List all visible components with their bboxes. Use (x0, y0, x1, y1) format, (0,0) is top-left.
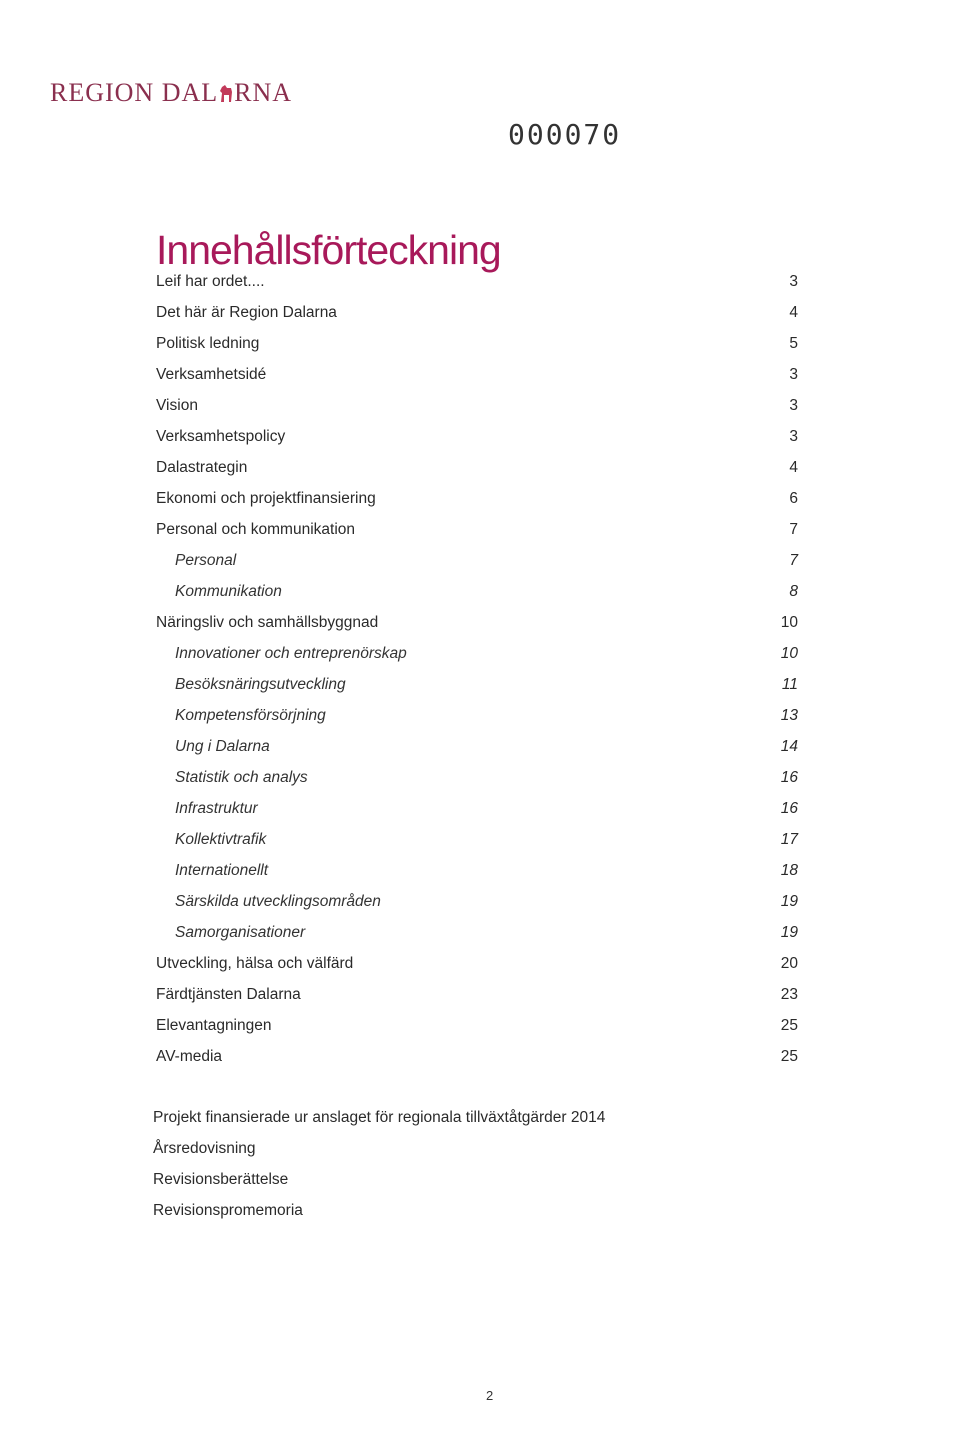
toc-entry[interactable] (0, 1010, 960, 1041)
toc-subentry-page: 13 (780, 707, 798, 724)
toc-entry[interactable] (0, 452, 960, 483)
appendix-item[interactable]: Projekt finansierade ur anslaget för regionala tillväxtåtgärder 2014 (153, 1109, 606, 1126)
toc-subentry-label: Samorganisationer (175, 924, 306, 941)
toc-subentry-label: Besöksnäringsutveckling (175, 676, 346, 693)
toc-entry[interactable] (0, 297, 960, 328)
toc-entry[interactable] (0, 390, 960, 421)
toc-entry-label: Färdtjänsten Dalarna (156, 986, 301, 1003)
toc-entry-page: 7 (789, 521, 798, 538)
toc-subentry-page: 18 (780, 862, 798, 879)
toc-entry-page: 23 (780, 986, 798, 1003)
toc-entry-label: Dalastrategin (156, 459, 248, 476)
toc-entry-page: 25 (780, 1048, 798, 1065)
toc-subentry-label: Statistik och analys (175, 769, 308, 786)
toc-entry-page: 4 (789, 459, 798, 476)
toc-entry-page: 20 (780, 955, 798, 972)
toc-entry[interactable] (0, 266, 960, 297)
dala-horse-icon (218, 83, 234, 103)
toc-subentry-page: 8 (789, 583, 798, 600)
toc-subentry-label: Särskilda utvecklingsområden (175, 893, 381, 910)
toc-entry-page: 10 (780, 614, 798, 631)
toc-entry-label: Det här är Region Dalarna (156, 304, 337, 321)
toc-entry-page: 3 (789, 366, 798, 383)
toc-entry-label: Vision (156, 397, 198, 414)
toc-subentry[interactable] (0, 700, 960, 731)
toc-subentry-page: 10 (780, 645, 798, 662)
toc-entry[interactable] (0, 483, 960, 514)
toc-subentry[interactable] (0, 793, 960, 824)
toc-entry-page: 6 (789, 490, 798, 507)
toc-subentry-page: 16 (780, 769, 798, 786)
toc-subentry[interactable] (0, 545, 960, 576)
toc-entry-page: 5 (789, 335, 798, 352)
toc-subentry[interactable] (0, 731, 960, 762)
appendix-item[interactable]: Revisionspromemoria (153, 1202, 303, 1219)
appendix-list (0, 1102, 960, 1226)
toc-entry-label: AV-media (156, 1048, 223, 1065)
toc-entry-label: Ekonomi och projektfinansiering (156, 490, 376, 507)
toc-entry-label: Politisk ledning (156, 335, 260, 352)
toc-subentry-label: Infrastruktur (175, 800, 258, 817)
toc-entry-label: Verksamhetspolicy (156, 428, 286, 445)
toc-subentry-label: Ung i Dalarna (175, 738, 270, 755)
table-of-contents (0, 266, 960, 1072)
toc-entry-label: Elevantagningen (156, 1017, 272, 1034)
document-stamp-number: 000070 (508, 118, 622, 151)
toc-subentry-label: Innovationer och entreprenörskap (175, 645, 407, 662)
region-dalarna-logo (50, 78, 292, 108)
toc-entry[interactable] (0, 979, 960, 1010)
logo-text-start: REGION DAL (50, 78, 219, 107)
toc-entry[interactable] (0, 421, 960, 452)
toc-subentry-label: Kommunikation (175, 583, 282, 600)
toc-entry-page: 3 (789, 428, 798, 445)
logo-text-end: RNA (234, 78, 293, 107)
toc-entry-page: 3 (789, 273, 798, 290)
page-number: 2 (486, 1388, 494, 1403)
toc-entry-label: Verksamhetsidé (156, 366, 267, 383)
toc-subentry[interactable] (0, 669, 960, 700)
toc-subentry[interactable] (0, 824, 960, 855)
page-title: Innehållsförteckning (156, 227, 501, 274)
toc-entry-label: Näringsliv och samhällsbyggnad (156, 614, 379, 631)
appendix-item[interactable]: Årsredovisning (153, 1140, 256, 1157)
toc-subentry[interactable] (0, 886, 960, 917)
toc-entry[interactable] (0, 948, 960, 979)
toc-entry[interactable] (0, 1041, 960, 1072)
toc-subentry[interactable] (0, 638, 960, 669)
toc-subentry-page: 19 (780, 924, 798, 941)
toc-entry-label: Utveckling, hälsa och välfärd (156, 955, 354, 972)
toc-subentry-label: Kollektivtrafik (175, 831, 267, 848)
toc-entry[interactable] (0, 607, 960, 638)
toc-entry-page: 25 (780, 1017, 798, 1034)
toc-entry-page: 3 (789, 397, 798, 414)
toc-subentry[interactable] (0, 576, 960, 607)
toc-entry[interactable] (0, 514, 960, 545)
toc-subentry[interactable] (0, 917, 960, 948)
toc-subentry-page: 14 (780, 738, 798, 755)
toc-entry[interactable] (0, 328, 960, 359)
toc-subentry[interactable] (0, 855, 960, 886)
toc-entry-page: 4 (789, 304, 798, 321)
toc-subentry-page: 16 (780, 800, 798, 817)
toc-subentry-page: 19 (780, 893, 798, 910)
toc-subentry-label: Personal (175, 552, 237, 569)
toc-entry-label: Personal och kommunikation (156, 521, 356, 538)
toc-subentry-page: 17 (780, 831, 798, 848)
toc-subentry-label: Internationellt (175, 862, 269, 879)
toc-subentry-page: 11 (781, 676, 798, 693)
toc-subentry[interactable] (0, 762, 960, 793)
toc-entry[interactable] (0, 359, 960, 390)
toc-subentry-page: 7 (789, 552, 798, 569)
toc-entry-label: Leif har ordet.... (156, 273, 265, 290)
appendix-item[interactable]: Revisionsberättelse (153, 1171, 289, 1188)
toc-subentry-label: Kompetensförsörjning (175, 707, 326, 724)
